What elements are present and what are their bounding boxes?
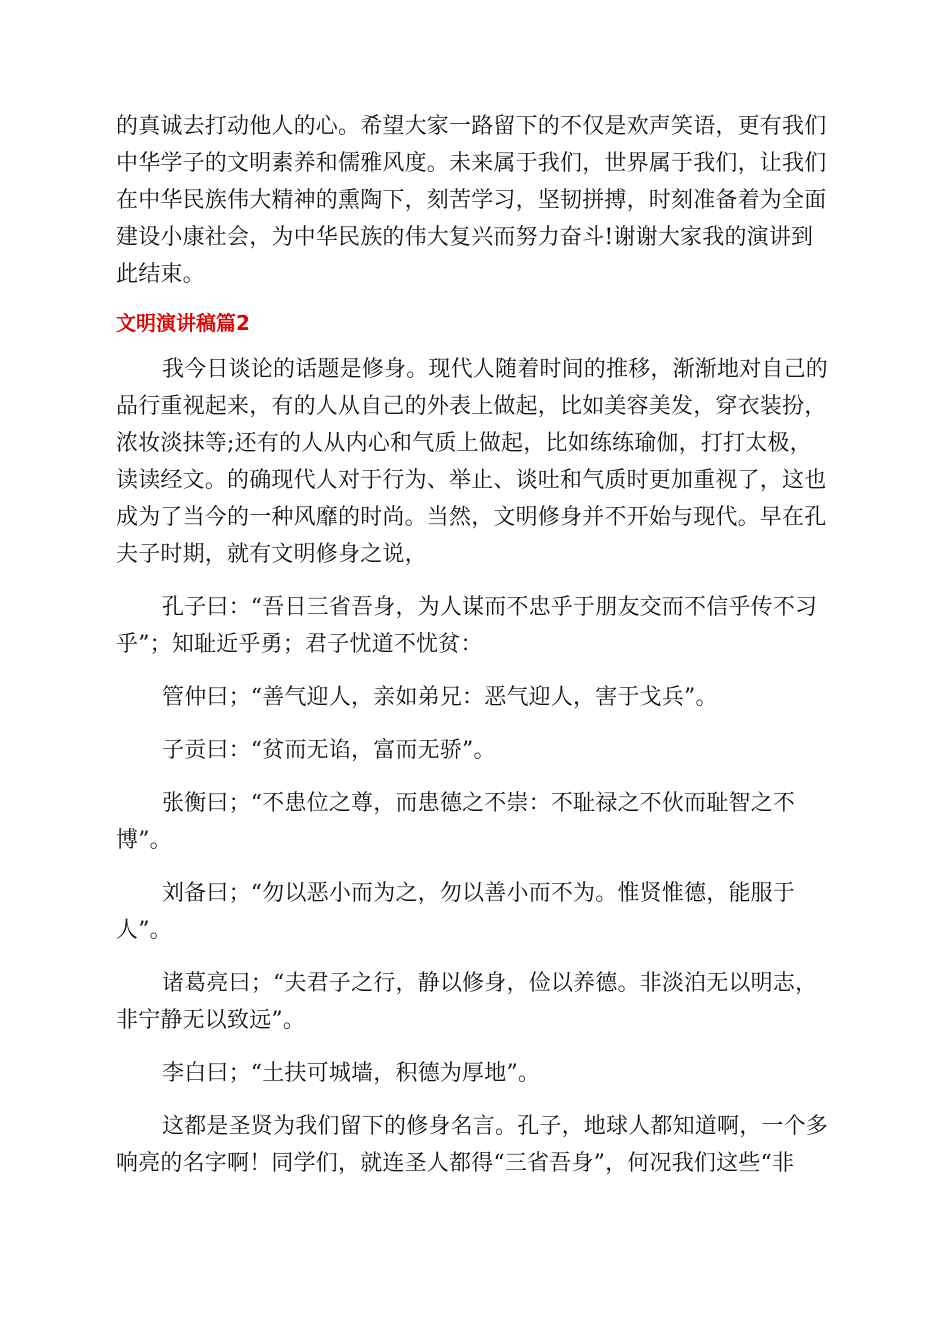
text-line: 诸葛亮曰；“夫君子之行，静以修身，俭以养德。非淡泊无以明志， — [162, 971, 818, 996]
text-line: 李白曰；“土扶可城墙，积德为厚地”。 — [162, 1061, 541, 1086]
section-heading: 文明演讲稿篇2 — [116, 311, 250, 335]
quote-paragraph-guanzhong — [116, 679, 836, 716]
quote-paragraph-zhangheng — [116, 785, 836, 859]
text-line: 乎”；知耻近乎勇；君子忧道不忧贫： — [116, 632, 483, 657]
text-line: 管仲曰；“善气迎人，亲如弟兄：恶气迎人，害于戈兵”。 — [162, 685, 718, 710]
text-line: 我今日谈论的话题是修身。现代人随着时间的推移，渐渐地对自己的 — [162, 357, 829, 382]
text-line: 浓妆淡抹等;还有的人从内心和气质上做起，比如练练瑜伽，打打太极， — [116, 431, 812, 456]
text-line: 响亮的名字啊！同学们，就连圣人都得“三省吾身”，何况我们这些“非 — [116, 1151, 795, 1176]
body-paragraph — [116, 351, 836, 573]
quote-paragraph-confucius — [116, 589, 836, 663]
text-line: 建设小康社会，为中华民族的伟大复兴而努力奋斗!谢谢大家我的演讲到 — [116, 225, 814, 250]
text-line: 的真诚去打动他人的心。希望大家一路留下的不仅是欢声笑语，更有我们 — [116, 114, 827, 139]
text-line: 人”。 — [116, 918, 172, 943]
text-line: 读读经文。的确现代人对于行为、举止、谈吐和气质时更加重视了，这也 — [116, 468, 827, 493]
text-line: 品行重视起来，有的人从自己的外表上做起，比如美容美发，穿衣装扮， — [116, 394, 827, 419]
text-line: 成为了当今的一种风靡的时尚。当然，文明修身并不开始与现代。早在孔 — [116, 505, 827, 530]
quote-paragraph-zhugeliang — [116, 965, 836, 1039]
text-line: 这都是圣贤为我们留下的修身名言。孔子，地球人都知道啊，一个多 — [162, 1114, 829, 1139]
text-line: 刘备曰；“勿以恶小而为之，勿以善小而不为。惟贤惟德，能服于 — [162, 881, 796, 906]
text-line: 在中华民族伟大精神的熏陶下，刻苦学习，坚韧拼搏，时刻准备着为全面 — [116, 188, 827, 213]
intro-paragraph — [116, 108, 836, 293]
text-line: 中华学子的文明素养和儒雅风度。未来属于我们，世界属于我们，让我们 — [116, 151, 827, 176]
text-line: 孔子曰：“吾日三省吾身，为人谋而不忠乎于朋友交而不信乎传不习 — [162, 595, 818, 620]
text-line: 此结束。 — [116, 262, 205, 287]
document-page — [116, 108, 836, 1182]
quote-paragraph-libai — [116, 1055, 836, 1092]
text-line: 子贡曰：“贫而无谄，富而无骄”。 — [162, 738, 496, 763]
text-line: 夫子时期，就有文明修身之说， — [116, 542, 427, 567]
text-line: 博”。 — [116, 828, 172, 853]
text-line: 张衡曰；“不患位之尊，而患德之不崇：不耻禄之不伙而耻智之不 — [162, 791, 796, 816]
quote-paragraph-zigong — [116, 732, 836, 769]
text-line: 非宁静无以致远”。 — [116, 1008, 306, 1033]
closing-paragraph — [116, 1108, 836, 1182]
quote-paragraph-liubei — [116, 875, 836, 949]
